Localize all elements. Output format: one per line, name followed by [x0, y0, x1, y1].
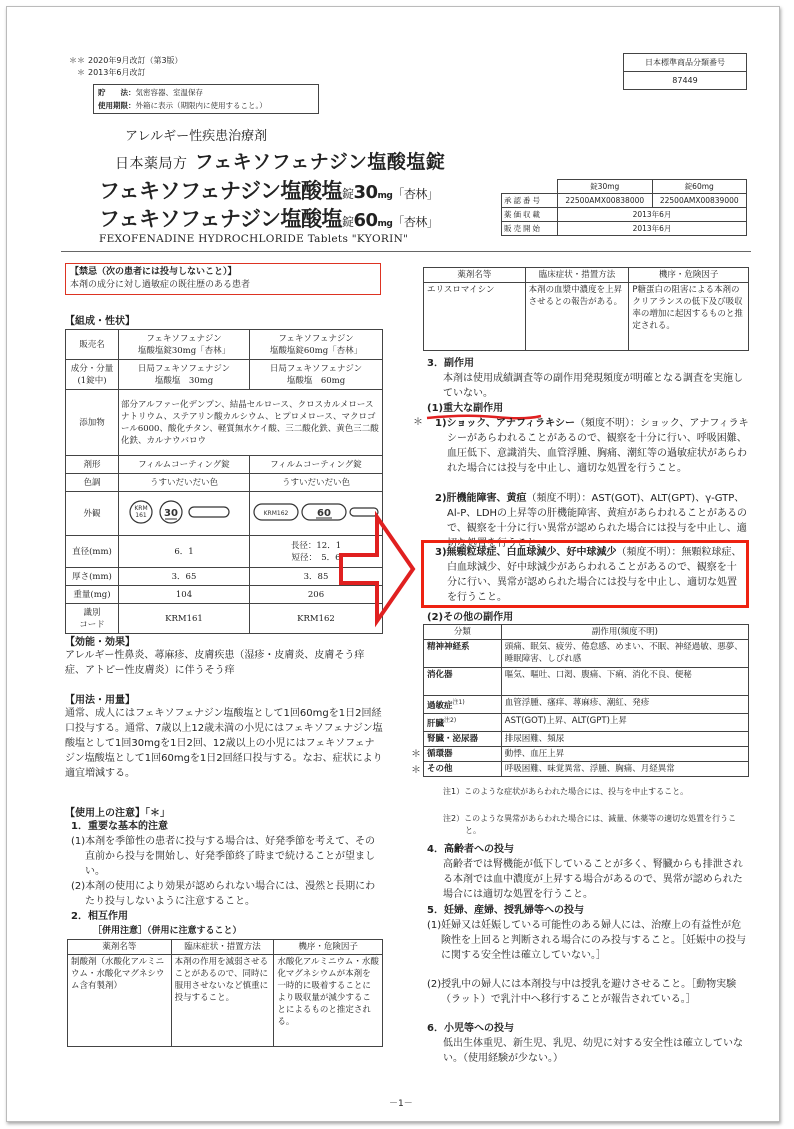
revision-star: ＊: [411, 765, 421, 776]
pediatric-title: 6．小児等への投与: [427, 1023, 514, 1034]
col-header: 薬剤名等: [424, 268, 526, 283]
composition-table: [65, 329, 383, 634]
svg-text:30: 30: [164, 507, 178, 519]
product-name-60: [99, 203, 438, 233]
category-label: 過敏症: [427, 700, 453, 711]
approval-value: 2013年6月: [558, 222, 747, 236]
category-cell: 腎臓・泌尿器: [424, 731, 502, 746]
storage-text: 気密容器、室温保存: [135, 88, 203, 97]
cell-60mg: 206: [250, 586, 383, 604]
additives-cell: 部分アルファー化デンプン、結晶セルロース、クロスカルメロースナトリウム、ステアリン酸カルシウム、ヒプロメロース、マクロゴール6000、酸化チタン、軽質無水ケイ酸、三二酸化鉄、黄色三二酸化鉄、カルナウバロウ: [119, 390, 383, 456]
approval-value: 2013年6月: [558, 208, 747, 222]
symptom-cell: 排尿困難、頻尿: [501, 731, 748, 746]
approval-number: 22500AMX00839000: [652, 194, 747, 208]
product-name-30: [99, 175, 438, 205]
cell-60mg: フェキソフェナジン 塩酸塩錠60mg「杏林」: [250, 330, 383, 360]
row-label: 販売名: [66, 330, 119, 360]
category-cell: [424, 696, 502, 714]
revision-date: 2020年9月改訂（第3版）: [88, 56, 183, 65]
category-cell: 精神神経系: [424, 640, 502, 668]
cell-30mg: 104: [119, 586, 250, 604]
product-maker: 「杏林」: [392, 215, 439, 229]
category-cell: 消化器: [424, 668, 502, 696]
pregnancy-text-2: (2)授乳中の婦人には本剤投与中は授乳を避けさせること。［動物実験（ラット）で乳汁中へ移行することが報告されている。］: [427, 979, 737, 1005]
revision-mark: ＊＊: [69, 56, 85, 65]
approval-label: 薬価収載: [502, 208, 558, 222]
footnote-2: 注2）このような異常があらわれた場合には、減量、休薬等の適切な処置を行うこと。: [443, 814, 737, 835]
approval-col-header: 錠30mg: [558, 180, 653, 194]
symptom-cell: 本剤の血漿中濃度を上昇させるとの報告がある。: [525, 283, 629, 351]
product-name: フェキソフェナジン塩酸塩: [99, 207, 342, 231]
red-arrow-icon: [337, 509, 417, 629]
approval-number: 22500AMX00838000: [558, 194, 653, 208]
classification-number: 87449: [624, 72, 747, 90]
product-form: 錠: [341, 187, 354, 201]
symptom-cell: AST(GOT)上昇、ALT(GPT)上昇: [501, 713, 748, 731]
col-header: 分類: [424, 625, 502, 640]
jp-prefix: 日本薬局方: [115, 156, 188, 172]
symptom-cell: 頭痛、眠気、疲労、倦怠感、めまい、不眠、神経過敏、悪夢、睡眠障害、しびれ感: [501, 640, 748, 668]
svg-text:60: 60: [317, 507, 331, 519]
product-name: フェキソフェナジン塩酸塩: [99, 179, 342, 203]
approval-label: 承認番号: [502, 194, 558, 208]
cell-30mg: 3．65: [119, 568, 250, 586]
revision-star: ＊: [413, 417, 423, 428]
adverse-item-title: 1)ショック、アナフィラキシー: [435, 418, 576, 429]
pregnancy-text-1: (1)妊婦又は妊娠している可能性のある婦人には、治療上の有益性が危険性を上回ると判断される場合にのみ投与すること。［妊娠中の投与に関する安全性は確立していない。］: [427, 920, 746, 961]
mechanism-cell: 水酸化アルミニウム・水酸化マグネシウムが本剤を一時的に吸着することにより吸収量が減少することによるものと推定される。: [274, 955, 383, 1047]
product-maker: 「杏林」: [392, 187, 439, 201]
efficacy-text: アレルギー性鼻炎、蕁麻疹、皮膚疾患（湿疹・皮膚炎、皮膚そう痒症、アトピー性皮膚炎）に伴うそう痒: [65, 650, 365, 676]
col-header: 臨床症状・措置方法: [171, 940, 274, 955]
mechanism-cell: P糖蛋白の阻害による本剤のクリアランスの低下及び吸収率の増加に起因するものと推定される。: [629, 283, 749, 351]
adverse-item-title: 3)無顆粒球症、白血球減少、好中球減少: [435, 547, 617, 558]
elderly-title: 4．高齢者への投与: [427, 844, 514, 855]
cell-60mg: 日局フェキソフェナジン 塩酸塩 60mg: [250, 360, 383, 390]
drug-name-cell: 制酸剤（水酸化アルミニウム・水酸化マグネシウム含有製剤）: [68, 955, 172, 1047]
jp-drug-name: [115, 147, 445, 174]
col-header: 臨床症状・措置方法: [525, 268, 629, 283]
classification-table: [623, 53, 747, 90]
revision-mark: ＊: [77, 68, 85, 77]
adverse-item-1: [435, 416, 749, 476]
footnote-1: 注1）このような症状があらわれた場合には、投与を中止すること。: [443, 787, 689, 796]
row-label: 外観: [66, 492, 119, 536]
row-label: 重量(mg): [66, 586, 119, 604]
product-form: 錠: [341, 215, 354, 229]
precautions-title: 【使用上の注意】「＊」: [65, 808, 170, 819]
adverse-item-title: 2)肝機能障害、黄疸: [435, 493, 527, 504]
cell-30mg: 日局フェキソフェナジン 塩酸塩 30mg: [119, 360, 250, 390]
contraindication-title: 【禁忌（次の患者には投与しないこと）】: [70, 267, 237, 277]
basic-precaution-1: (1)本剤を季節性の患者に投与する場合は、好発季節を考えて、その直前から投与を開始し、好発季節終了時まで続けることが望ましい。: [71, 836, 375, 877]
cell-60mg: KRM162: [250, 604, 383, 634]
row-label: 成分・分量 (1錠中): [66, 360, 119, 390]
approval-label: 販売開始: [502, 222, 558, 236]
col-header: 副作用(頻度不明): [501, 625, 748, 640]
interaction-table-continued: [423, 267, 749, 351]
english-name: FEXOFENADINE HYDROCHLORIDE Tablets "KYORIN": [99, 233, 409, 245]
dosage-text: 通常、成人にはフェキソフェナジン塩酸塩として1回60mgを1日2回経口投与する。通常、7歳以上12歳未満の小児にはフェキソフェナジン塩酸塩として1回30mgを1日2回、12歳以上の小児にはフェキソフェナジン塩酸塩として1回60mgを1日2回経口投与する。なお、症状により適宜増減する。: [65, 708, 383, 779]
row-label: 厚さ(mm): [66, 568, 119, 586]
other-adverse-table: [423, 624, 749, 777]
category-cell: 循環器: [424, 746, 502, 761]
efficacy-title: 【効能・効果】: [65, 637, 135, 648]
adverse-item-text: （頻度不明）：無顆粒球症、白血球減少、好中球減少があらわれることがあるので、観察を十分に行い、異常が認められた場合には投与を中止し、適切な処置を行うこと。: [447, 547, 742, 603]
elderly-text: 高齢者では腎機能が低下していることが多く、腎臓からも排泄される本剤では血中濃度が上昇する場合があるので、異常が認められた場合には適切な処置を行うこと。: [443, 859, 743, 900]
interaction-subtitle: ［併用注意］（併用に注意すること）: [93, 926, 242, 936]
storage-label: 貯 法：: [98, 88, 136, 97]
cell-30mg: 6．1: [119, 536, 250, 568]
col-header: 機序・危険因子: [274, 940, 383, 955]
revision-date: 2013年6月改訂: [88, 68, 146, 77]
svg-text:KRM162: KRM162: [263, 509, 289, 517]
other-adverse-title: (2)その他の副作用: [427, 612, 514, 623]
approval-table: [501, 179, 747, 236]
drug-category: アレルギー性疾患治療剤: [125, 129, 268, 144]
row-label: 識別 コード: [66, 604, 119, 634]
cell-30mg: フェキソフェナジン 塩酸塩錠30mg「杏林」: [119, 330, 250, 360]
col-header: 機序・危険因子: [629, 268, 749, 283]
classification-title: 日本標準商品分類番号: [624, 54, 747, 72]
adverse-title: 3．副作用: [427, 358, 474, 369]
storage-box: [93, 84, 319, 114]
approval-col-header: 錠60mg: [652, 180, 747, 194]
pediatric-text: 低出生体重児、新生児、乳児、幼児に対する安全性は確立していない。（使用経験が少ない。）: [443, 1038, 743, 1064]
cell-30mg: うすいだいだい色: [119, 474, 250, 492]
cell-60mg: 3．85: [250, 568, 383, 586]
symptom-cell: 動悸、血圧上昇: [501, 746, 748, 761]
col-header: 薬剤名等: [68, 940, 172, 955]
symptom-cell: 本剤の作用を減弱させることがあるので、同時に服用させないなど慎重に投与すること。: [171, 955, 274, 1047]
page-number: －1－: [389, 1099, 413, 1109]
svg-text:KRM: KRM: [134, 504, 148, 512]
jp-name: フェキソフェナジン塩酸塩錠: [194, 151, 446, 173]
cell-60mg: うすいだいだい色: [250, 474, 383, 492]
symptom-cell: 呼吸困難、味覚異常、浮腫、胸痛、月経異常: [501, 761, 748, 776]
expiry-label: 使用期限：: [98, 101, 136, 110]
svg-text:161: 161: [135, 511, 147, 519]
serious-adverse-title: (1)重大な副作用: [427, 403, 504, 414]
product-unit: mg: [377, 219, 393, 229]
symptom-cell: 血管浮腫、瘙痒、蕁麻疹、潮紅、発疹: [501, 696, 748, 714]
contraindication-text: 本剤の成分に対し過敏症の既往歴のある患者: [70, 280, 251, 290]
row-label: 直径(mm): [66, 536, 119, 568]
symptom-cell: 嘔気、嘔吐、口渇、腹痛、下痢、消化不良、便秘: [501, 668, 748, 696]
tablet-30-drawing: [121, 494, 247, 530]
revision-star: ＊: [411, 749, 421, 760]
cell-60mg: フィルムコーティング錠: [250, 456, 383, 474]
dosage-title: 【用法・用量】: [65, 695, 135, 706]
basic-precautions-title: 1．重要な基本的注意: [71, 821, 168, 832]
basic-precaution-2: (2)本剤の使用により効果が認められない場合には、漫然と長期にわたり投与しないように注意すること。: [71, 881, 376, 907]
row-label: 剤形: [66, 456, 119, 474]
composition-title: 【組成・性状】: [65, 316, 135, 327]
pregnancy-title: 5．妊婦、産婦、授乳婦等への投与: [427, 905, 584, 916]
interaction-table: [67, 939, 383, 1047]
document-page: [6, 6, 780, 1122]
header-divider: [61, 251, 751, 252]
adverse-intro: 本剤は使用成績調査等の副作用発現頻度が明確となる調査を実施していない。: [443, 373, 743, 399]
note-ref: 注2): [444, 716, 457, 724]
category-cell: その他: [424, 761, 502, 776]
product-unit: mg: [377, 191, 393, 201]
drug-name-cell: エリスロマイシン: [424, 283, 526, 351]
adverse-item-text: （頻度不明）：ショック、アナフィラキシーがあらわれることがあるので、観察を十分に行い、呼吸困難、血圧低下、意識消失、血管浮腫、胸痛、潮紅等の過敏症状があらわれた場合には投与を中止し、適切な処置を行うこと。: [447, 418, 749, 474]
cell-60mg: 長径：12．1 短径： 5．6: [250, 536, 383, 568]
interaction-title: 2．相互作用: [71, 911, 128, 922]
product-strength: 30: [353, 182, 378, 203]
product-strength: 60: [353, 210, 378, 231]
expiry-text: 外箱に表示（期限内に使用すること。）: [135, 101, 267, 110]
category-label: 肝臓: [427, 718, 445, 729]
adverse-item-3: [435, 545, 743, 605]
cell-30mg: KRM161: [119, 604, 250, 634]
note-ref: 注1): [452, 699, 465, 706]
row-label: 色調: [66, 474, 119, 492]
tablet-appearance-30: [119, 492, 250, 536]
contraindication-box: [65, 263, 381, 295]
cell-30mg: フィルムコーティング錠: [119, 456, 250, 474]
row-label: 添加物: [66, 390, 119, 456]
category-cell: [424, 713, 502, 731]
revision-history: [69, 55, 183, 79]
adverse-item-text: （頻度不明）：AST(GOT)、ALT(GPT)、γ-GTP、Al-P、LDHの上昇等の肝機能障害、黄疸があらわれることがあるので、観察を十分に行い異常が認められた場合には投与を中止し、適切な処置を行うこと。: [447, 493, 748, 549]
